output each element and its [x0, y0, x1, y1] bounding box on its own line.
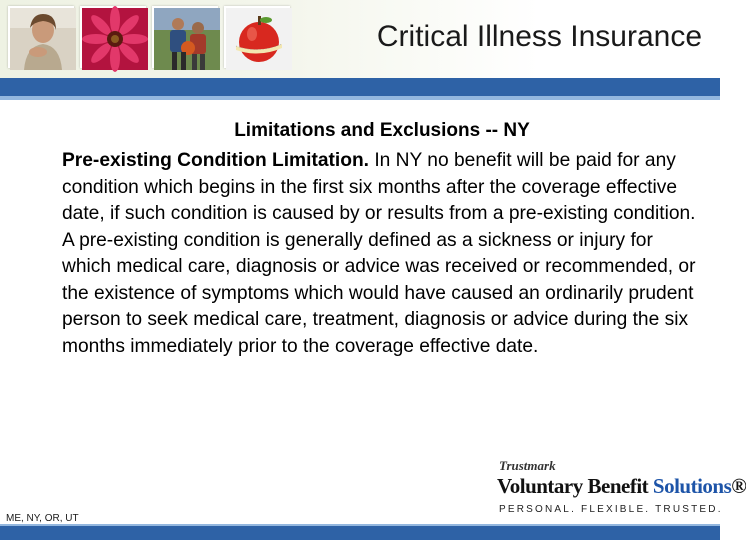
slide-header	[0, 0, 720, 78]
logo-parent-name: Trustmark	[499, 458, 556, 473]
logo-wordmark	[497, 474, 746, 499]
logo-name-part1: Voluntary Benefit	[497, 474, 653, 498]
logo-tagline: PERSONAL. FLEXIBLE. TRUSTED.	[499, 504, 723, 515]
body-text: In NY no benefit will be paid for any condition which begins in the first six months after the coverage effective date, if such condition is caused by or results from a pre-existing condition. A pre-existing condition is generally defined as a sickness or injury for which medical care, diagnosis or advice was received or recommended, or the existence of symptoms which would have caused an ordinarily prudent person to seek medical care, treatment, diagnosis or advice during the six months immediately prior to the coverage effective date.	[62, 150, 696, 357]
section-heading: Limitations and Exclusions -- NY	[234, 120, 530, 141]
apple-measuring-tape-photo	[224, 6, 290, 68]
header-band-stripe	[0, 96, 720, 100]
lead-bold-text: Pre-existing Condition Limitation.	[62, 150, 369, 171]
family-exercising-photo	[152, 6, 218, 68]
pink-gerbera-flower-photo	[80, 6, 146, 68]
header-band	[0, 78, 720, 96]
body-paragraph	[62, 148, 707, 360]
logo-name-part2: Solutions	[652, 474, 732, 498]
logo-trademark: ®	[731, 474, 746, 498]
main-content	[62, 120, 712, 360]
footer-states-note: ME, NY, OR, UT	[6, 513, 79, 524]
company-logo	[495, 458, 746, 520]
page-title: Critical Illness Insurance	[376, 20, 702, 53]
woman-portrait-photo	[8, 6, 74, 68]
footer-band	[0, 526, 720, 540]
